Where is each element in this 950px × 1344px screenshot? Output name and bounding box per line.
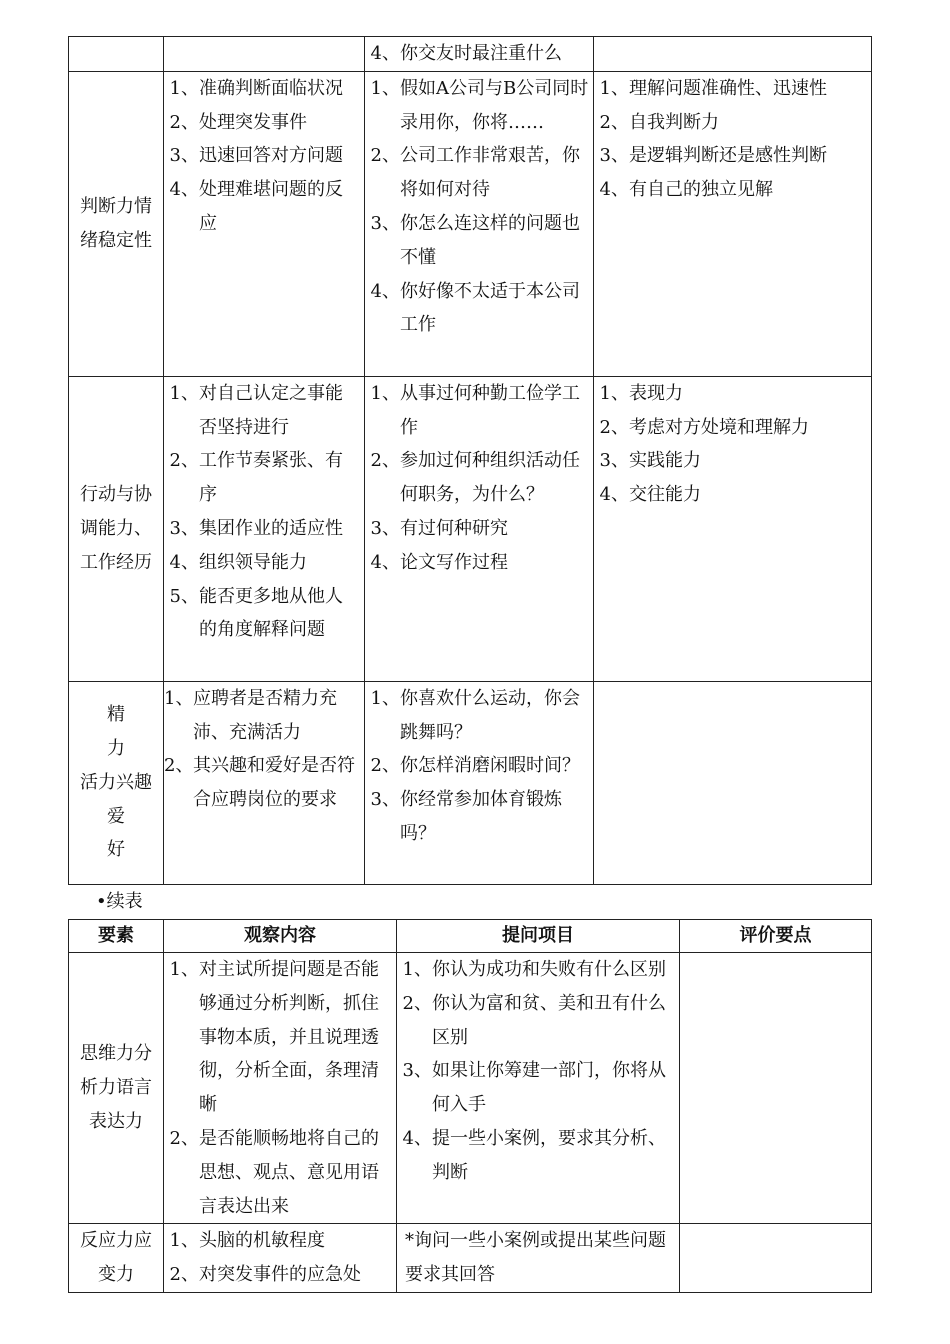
- list-item: 4、 组织领导能力: [169, 551, 307, 573]
- list-item: 2、 你怎样消磨闲暇时间？: [370, 755, 580, 777]
- observe-cell: [164, 71, 365, 376]
- list-item: 4、 有自己的独立见解: [599, 179, 773, 201]
- observe-cell: [164, 953, 397, 1224]
- points-cell: [594, 681, 872, 884]
- list-item: 1、 对自己认定之事能否坚持进行: [169, 382, 343, 438]
- factor-cell: 行动与协调能力、工作经历: [69, 376, 164, 681]
- factor-cell: 思维力分析力语言表达力: [69, 953, 164, 1224]
- list-item: 4、 论文写作过程: [370, 551, 508, 573]
- list-item: 1、 你喜欢什么运动，你会跳舞吗？: [370, 687, 580, 743]
- list-item: 3、 实践能力: [599, 450, 701, 472]
- list-item: 1、 对主试所提问题是否能够通过分析判断，抓住事物本质，并且说理透彻，分析全面，条理清晰: [169, 959, 379, 1116]
- questions-cell: [397, 953, 680, 1224]
- list-item: 3、 有过何种研究: [370, 517, 508, 539]
- list-item: 1、 准确判断面临状况: [169, 77, 343, 99]
- table-row: [69, 71, 872, 376]
- points-cell: [594, 376, 872, 681]
- interview-table-part1: [68, 36, 872, 885]
- list-item: 1、 假如A公司与B公司同时录用你，你将……: [370, 77, 589, 133]
- list-item: 1、 表现力: [599, 382, 683, 404]
- interview-table-part2: [68, 919, 872, 1293]
- questions-cell: [365, 376, 594, 681]
- points-cell: [594, 37, 872, 72]
- factor-cell: 判断力情绪稳定性: [69, 71, 164, 376]
- factor-line: 精力: [107, 704, 169, 760]
- list-item: 3、 迅速回答对方问题: [169, 145, 343, 167]
- list-item: 1、 应聘者是否精力充沛、充满活力: [164, 687, 337, 743]
- header-points: 评价要点: [680, 920, 872, 953]
- factor-line: 活力兴趣: [80, 771, 152, 793]
- list-item: 1、 从事过何种勤工俭学工作: [370, 382, 580, 438]
- table-row: [69, 376, 872, 681]
- points-cell: [594, 71, 872, 376]
- questions-cell: [365, 71, 594, 376]
- factor-cell: [69, 37, 164, 72]
- list-item: 4、 提一些小案例，要求其分析、判断: [402, 1127, 666, 1183]
- factor-cell: [69, 681, 169, 884]
- list-item: 2、 工作节奏紧张、有序: [169, 450, 343, 506]
- continued-label: •续表: [96, 891, 143, 912]
- list-item: 3、 如果让你筹建一部门，你将从何入手: [402, 1060, 666, 1116]
- observe-cell: [164, 37, 365, 72]
- observe-cell: [164, 1224, 397, 1293]
- list-item: 2、 考虑对方处境和理解力: [599, 416, 809, 438]
- list-item: 2、 其兴趣和爱好是否符合应聘岗位的要求: [164, 755, 355, 811]
- list-item: 2、 公司工作非常艰苦，你将如何对待: [370, 145, 580, 201]
- list-item: 2、 自我判断力: [599, 111, 719, 133]
- table-row: [69, 953, 872, 1224]
- list-item: 3、 你经常参加体育锻炼吗？: [370, 789, 562, 844]
- list-item: 5、 能否更多地从他人的角度解释问题: [169, 585, 343, 641]
- header-questions: 提问项目: [397, 920, 680, 953]
- points-cell: [680, 1224, 872, 1293]
- list-item: 3、 是逻辑判断还是感性判断: [599, 145, 827, 167]
- list-item: 4、 你好像不太适于本公司工作: [370, 280, 580, 336]
- table-header-row: [69, 920, 872, 953]
- header-observe: 观察内容: [164, 920, 397, 953]
- list-item: 3、 你怎么连这样的问题也不懂: [370, 212, 580, 268]
- list-item: 2、 对突发事件的应急处: [169, 1264, 361, 1286]
- factor-cell: 反应力应变力: [69, 1224, 164, 1293]
- table-row: [69, 1224, 872, 1293]
- list-item: 2、 参加过何种组织活动任何职务，为什么？: [370, 450, 580, 506]
- header-factor: 要素: [69, 920, 164, 953]
- list-item: 1、 理解问题准确性、迅速性: [599, 77, 827, 99]
- list-item: 2、 你认为富和贫、美和丑有什么区别: [402, 992, 666, 1048]
- table-row: [69, 37, 872, 72]
- table-row: [69, 681, 872, 884]
- questions-cell: [365, 681, 594, 884]
- list-item: 2、 是否能顺畅地将自己的思想、观点、意见用语言表达出来: [169, 1127, 379, 1217]
- list-item: 3、 集团作业的适应性: [169, 517, 343, 539]
- list-item: 4、 你交友时最注重什么: [370, 43, 562, 64]
- factor-line: 爱好: [107, 805, 169, 861]
- list-item: 1、 你认为成功和失败有什么区别: [402, 959, 666, 980]
- list-item: 4、 交往能力: [599, 484, 701, 506]
- list-item: 1、 头脑的机敏程度: [169, 1230, 325, 1252]
- observe-cell: [164, 376, 365, 681]
- questions-cell: *询问一些小案例或提出某些问题要求其回答: [397, 1224, 680, 1293]
- questions-cell: [365, 37, 594, 72]
- list-item: 2、 处理突发事件: [169, 111, 307, 133]
- list-item: 4、 处理难堪问题的反应: [169, 179, 343, 234]
- points-cell: [680, 953, 872, 1224]
